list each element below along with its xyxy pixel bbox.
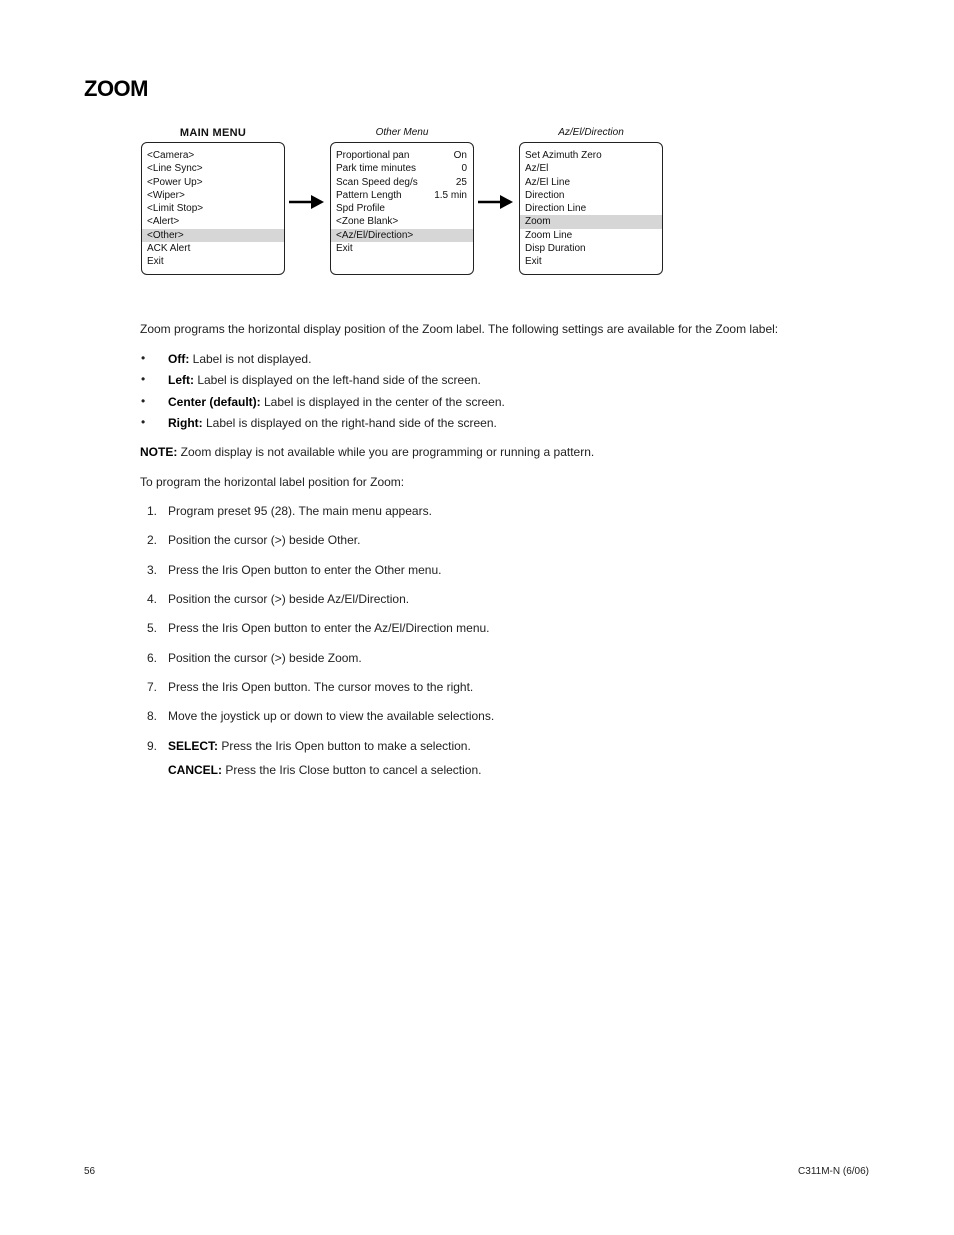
menu-item-exit: Exit	[147, 256, 164, 268]
step-number: 8.	[147, 709, 158, 723]
menu-item-limit-stop: <Limit Stop>	[147, 203, 204, 215]
option-off: Off: Label is not displayed.	[168, 352, 312, 366]
procedure-intro: To program the horizontal label position for Zoom:	[140, 475, 405, 489]
menu-item-zone-blank: <Zone Blank>	[336, 216, 399, 228]
step-text: Position the cursor (>) beside Az/El/Direction.	[168, 592, 410, 606]
menu-item-line-sync: <Line Sync>	[147, 163, 203, 175]
bullet-icon: •	[141, 394, 146, 408]
page-title: ZOOM	[84, 76, 148, 101]
step-text: SELECT: Press the Iris Open button to make a selection.	[168, 739, 471, 753]
intro-paragraph: Zoom programs the horizontal display position of the Zoom label. The following settings are available for the Zoom label:	[140, 322, 779, 336]
menu-item-disp-duration: Disp Duration	[525, 243, 586, 255]
bullet-icon: •	[141, 372, 146, 386]
menu-item-scan-speed: Scan Speed deg/s 25	[336, 176, 467, 188]
bullet-icon: •	[141, 351, 146, 365]
bullet-icon: •	[141, 415, 146, 429]
menu-item-park-time: Park time minutes 0	[336, 163, 467, 175]
step-text: Press the Iris Open button. The cursor moves to the right.	[168, 680, 474, 694]
step-number: 6.	[147, 651, 158, 665]
step-text: Press the Iris Open button to enter the Az/El/Direction menu.	[168, 621, 490, 635]
step-number: 4.	[147, 592, 158, 606]
step-number: 3.	[147, 563, 158, 577]
step-text: Position the cursor (>) beside Zoom.	[168, 651, 362, 665]
other-menu-box	[330, 142, 474, 275]
option-center: Center (default): Label is displayed in the center of the screen.	[168, 395, 505, 409]
az-el-direction-menu-title: Az/El/Direction	[558, 127, 624, 138]
menu-item-az-el: Az/El	[525, 163, 549, 175]
menu-item-proportional-pan: Proportional pan On	[336, 150, 467, 161]
menu-item-direction-line: Direction Line	[525, 203, 587, 215]
right-arrow-icon	[289, 194, 325, 210]
page-number: 56	[84, 1166, 96, 1177]
menu-item-zoom-selected: Zoom	[520, 215, 662, 228]
main-menu-title: MAIN MENU	[179, 127, 247, 139]
step-number: 2.	[147, 533, 158, 547]
menu-item-direction: Direction	[525, 189, 565, 201]
menu-item-az-el-line: Az/El Line	[525, 176, 571, 188]
menu-item-exit: Exit	[336, 243, 353, 255]
menu-item-az-el-direction-selected: <Az/El/Direction>	[331, 229, 473, 242]
menu-item-exit: Exit	[525, 256, 542, 268]
cancel-text: CANCEL: Press the Iris Close button to cancel a selection.	[168, 763, 482, 777]
step-number: 5.	[147, 621, 158, 635]
step-number: 9.	[147, 739, 158, 753]
document-code: C311M-N (6/06)	[798, 1166, 869, 1177]
note-paragraph: NOTE: Zoom display is not available while you are programming or running a pattern.	[140, 445, 595, 459]
menu-item-zoom-line: Zoom Line	[525, 229, 573, 241]
option-left: Left: Label is displayed on the left-hand side of the screen.	[168, 373, 481, 387]
menu-item-pattern-length: Pattern Length 1.5 min	[336, 189, 467, 201]
step-text: Move the joystick up or down to view the available selections.	[168, 709, 495, 723]
step-text: Position the cursor (>) beside Other.	[168, 533, 361, 547]
option-right: Right: Label is displayed on the right-hand side of the screen.	[168, 416, 497, 430]
main-menu-panel	[141, 126, 285, 275]
right-arrow-icon	[478, 194, 514, 210]
menu-item-set-azimuth-zero: Set Azimuth Zero	[525, 150, 602, 161]
step-text: Press the Iris Open button to enter the Other menu.	[168, 563, 442, 577]
step-text: Program preset 95 (28). The main menu appears.	[168, 504, 432, 518]
menu-item-wiper: <Wiper>	[147, 189, 185, 201]
menu-item-spd-profile: Spd Profile	[336, 203, 385, 215]
other-menu-title: Other Menu	[375, 127, 429, 138]
menu-item-other-selected: <Other>	[142, 229, 284, 242]
main-menu-box	[141, 142, 285, 275]
menu-item-ack-alert: ACK Alert	[147, 243, 191, 255]
step-number: 7.	[147, 680, 158, 694]
az-el-direction-menu-box	[519, 142, 663, 275]
other-menu-panel	[330, 126, 474, 275]
menu-item-alert: <Alert>	[147, 216, 180, 228]
step-number: 1.	[147, 504, 158, 518]
menu-item-power-up: <Power Up>	[147, 176, 203, 188]
az-el-direction-menu-panel	[519, 126, 663, 275]
menu-item-camera: <Camera>	[147, 150, 195, 161]
